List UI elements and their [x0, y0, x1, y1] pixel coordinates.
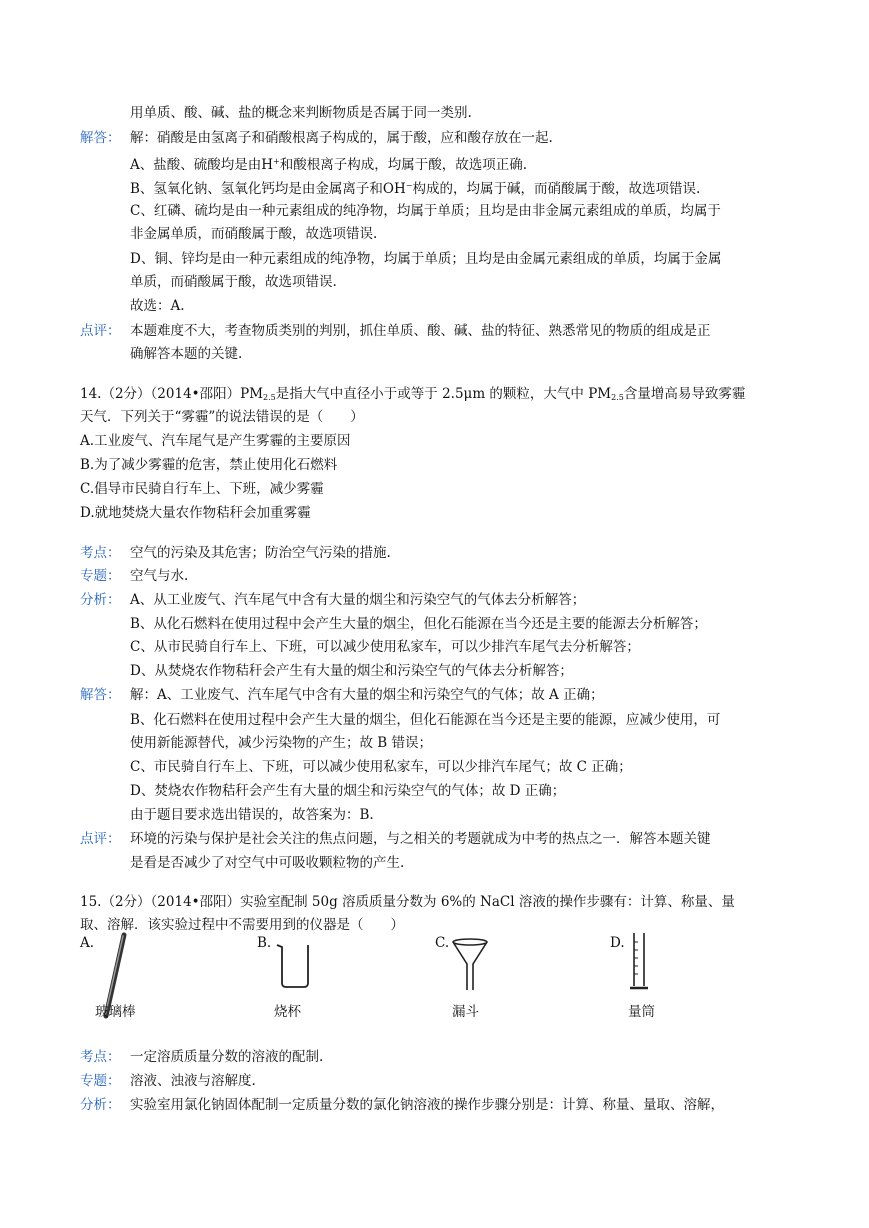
- topic-label: 专题：: [80, 568, 121, 584]
- answer-line: D、焚烧农作物秸秆会产生有大量的烟尘和污染空气的气体；故 D 正确；: [130, 783, 566, 799]
- analysis-line: C、从市民骑自行车上、下班，可以减少使用私家车，可以少排汽车尾气去分析解答；: [130, 639, 640, 655]
- topic: 空气与水.: [130, 568, 189, 584]
- answer-line: A、盐酸、硫酸均是由H+和酸根离子构成，均属于酸，故选项正确.: [130, 157, 528, 173]
- answer-line: 非金属单质，而硝酸属于酸，故选项错误.: [130, 226, 378, 242]
- answer-line: B、氢氧化钠、氢氧化钙均是由金属离子和OH−构成的，均属于碱，而硝酸属于酸，故选项错误.: [130, 181, 701, 197]
- answer-line: B、化石燃料在使用过程中会产生大量的烟尘，但化石能源在当今还是主要的能源，应减少使用，可: [130, 712, 721, 728]
- answer-line: 解：硝酸是由氢离子和硝酸根离子构成的，属于酸，应和酸存放在一起.: [130, 130, 553, 146]
- question-14-stem: 天气．下列关于“雾霾”的说法错误的是（ ）: [80, 409, 364, 425]
- option-a: A.工业废气、汽车尾气是产生雾霾的主要原因: [80, 433, 351, 449]
- comment-label: 点评：: [80, 323, 121, 339]
- option-c-name: 漏斗: [452, 1004, 479, 1020]
- knowledge-point-label: 考点：: [80, 545, 121, 561]
- knowledge-point: 空气的污染及其危害；防治空气污染的措施.: [130, 545, 391, 561]
- beaker-icon: [274, 940, 314, 990]
- comment-line: 环境的污染与保护是社会关注的焦点问题，与之相关的考题就成为中考的热点之一．解答本题关键: [130, 831, 711, 847]
- topic: 溶液、浊液与溶解度.: [130, 1073, 256, 1089]
- knowledge-point: 一定溶质质量分数的溶液的配制.: [130, 1049, 324, 1065]
- option-c-letter: C.: [435, 935, 450, 951]
- funnel-icon: [450, 936, 490, 994]
- answer-line: 故选：A.: [130, 298, 185, 314]
- analysis-label: 分析：: [80, 592, 121, 608]
- option-d-name: 量筒: [628, 1004, 655, 1020]
- answer-label: 解答：: [80, 130, 121, 146]
- analysis-line: D、从焚烧农作物秸秆会产生有大量的烟尘和污染空气的气体去分析解答；: [130, 663, 573, 679]
- analysis-line: B、从化石燃料在使用过程中会产生大量的烟尘，但化石能源在当今还是主要的能源去分析解答；: [130, 616, 707, 632]
- question-15-stem: 15.（2分）（2014•邵阳）实验室配制 50g 溶质质量分数为 6%的 NaCl 溶液的操作步骤有：计算、称量、量: [80, 894, 735, 910]
- question-14-stem: 14.（2分）（2014•邵阳）$PM_{2.5}$是指大气中直径小于或等于 2.5μm 的颗粒，大气中 $PM_{2.5}$含量增高易导致雾霾: [80, 386, 746, 402]
- answer-line: C、市民骑自行车上、下班，可以减少使用私家车，可以少排汽车尾气；故 C 正确；: [130, 759, 632, 775]
- analysis-label: 分析：: [80, 1097, 121, 1113]
- answer-line: C、红磷、硫均是由一种元素组成的纯净物，均属于单质；且均是由非金属元素组成的单质，均属于: [130, 203, 721, 219]
- question-15-stem: 取、溶解．该实验过程中不需要用到的仪器是（ ）: [80, 917, 404, 933]
- comment-line: 是看是否减少了对空气中可吸收颗粒物的产生.: [130, 855, 405, 871]
- option-d-letter: D.: [610, 935, 625, 951]
- comment-line: 本题难度不大，考查物质类别的判别，抓住单质、酸、碱、盐的特征、熟悉常见的物质的组成是正: [130, 323, 711, 339]
- topic-label: 专题：: [80, 1073, 121, 1089]
- answer-line: 单质，而硝酸属于酸，故选项错误.: [130, 274, 337, 290]
- answer-line: D、铜、锌均是由一种元素组成的纯净物，均属于单质；且均是由金属元素组成的单质，均属于金属: [130, 251, 722, 267]
- option-a-letter: A.: [80, 935, 95, 951]
- option-b: B.为了减少雾霾的危害，禁止使用化石燃料: [80, 457, 338, 473]
- analysis-continuation: 用单质、酸、碱、盐的概念来判断物质是否属于同一类别.: [130, 105, 472, 121]
- option-c: C.倡导市民骑自行车上、下班，减少雾霾: [80, 481, 324, 497]
- answer-line: 由于题目要求选出错误的，故答案为：B.: [130, 807, 374, 823]
- answer-label: 解答：: [80, 687, 121, 703]
- option-b-letter: B.: [257, 935, 272, 951]
- analysis-line: 实验室用氯化钠固体配制一定质量分数的氯化钠溶液的操作步骤分别是：计算、称量、量取、溶解，: [130, 1097, 724, 1113]
- knowledge-point-label: 考点：: [80, 1049, 121, 1065]
- option-d: D.就地焚烧大量农作物秸秆会加重雾霾: [80, 505, 311, 521]
- answer-line: 解：A、工业废气、汽车尾气中含有大量的烟尘和污染空气的气体；故 A 正确；: [130, 687, 604, 703]
- answer-line: 使用新能源替代，减少污染物的产生；故 B 错误；: [130, 735, 433, 751]
- option-a-name: 玻璃棒: [95, 1004, 136, 1020]
- superscript-plus: +: [273, 157, 280, 166]
- comment-label: 点评：: [80, 831, 121, 847]
- graduated-cylinder-icon: [627, 930, 651, 994]
- superscript-minus: −: [405, 181, 413, 190]
- option-b-name: 烧杯: [274, 1004, 301, 1020]
- analysis-line: A、从工业废气、汽车尾气中含有大量的烟尘和污染空气的气体去分析解答；: [130, 592, 586, 608]
- comment-line: 确解答本题的关键.: [130, 346, 243, 362]
